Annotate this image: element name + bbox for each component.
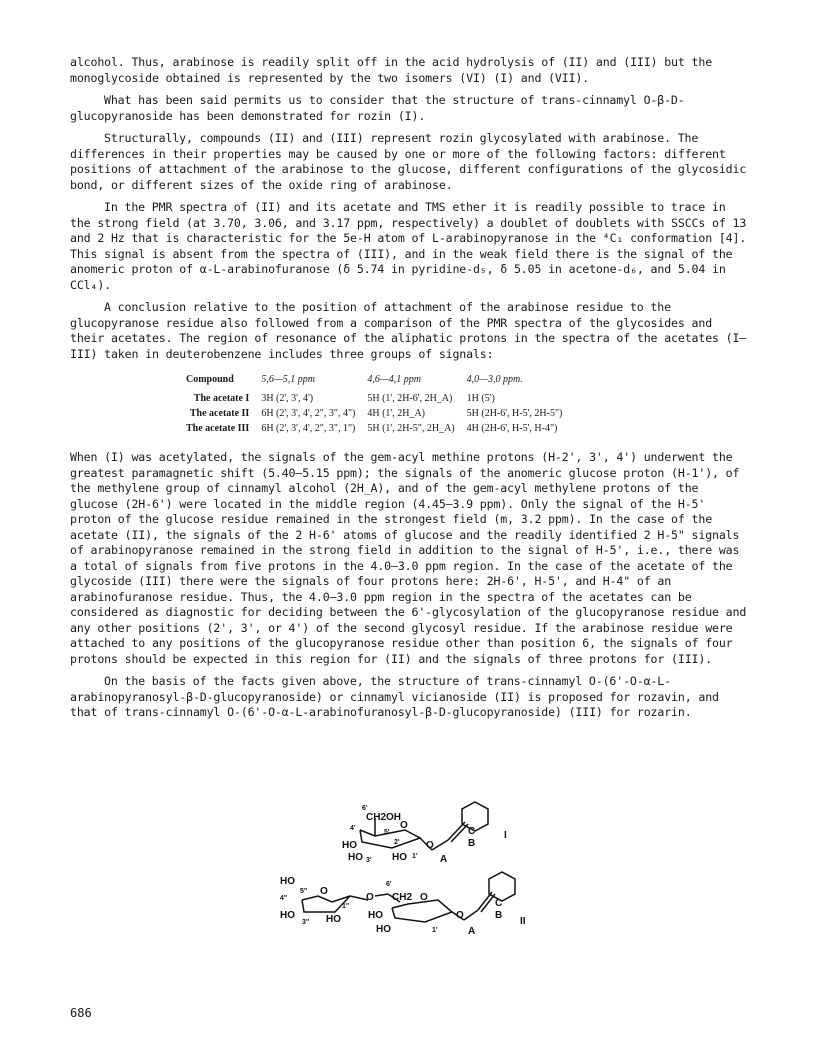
paragraph-7: On the basis of the facts given above, the structure of trans-cinnamyl O-(6'-O-α-L-arabinopyranosyl-β-D-glucopyranoside) or cinnamyl vicianoside (II) is proposed for rozavin, and that of trans-cinnamyl O-(6'-O-α-L-arabinofuranosyl-β-D-glucopyranoside) (III) for rozarin. <box>70 674 719 719</box>
atom-label: 1" <box>342 903 350 910</box>
atom-label: HO <box>342 840 357 851</box>
atom-label: 1' <box>412 853 418 860</box>
atom-label: HO <box>280 876 295 887</box>
atom-label: A <box>468 926 476 937</box>
atom-label: B <box>468 838 476 849</box>
table-cell: 5H (1', 2H-5", 2H_A) <box>367 423 455 434</box>
paragraph-2: What has been said permits us to consider that the structure of trans-cinnamyl O-β-D-glucopyranoside has been demonstrated for rozin (I). <box>70 93 685 123</box>
table-header-row <box>180 372 568 391</box>
atom-label: 4" <box>280 895 288 902</box>
atom-label: O <box>456 910 464 921</box>
structure-label-II: II <box>520 916 526 927</box>
atom-label: B <box>495 910 503 921</box>
table-cell: 3H (2', 3', 4') <box>261 393 314 404</box>
atom-label: 2' <box>394 839 400 846</box>
atom-label: O <box>420 892 428 903</box>
atom-label: 5' <box>384 829 390 836</box>
table-header: Compound <box>186 374 234 385</box>
atom-label: O <box>366 892 374 903</box>
atom-label: 6' <box>386 881 392 888</box>
table-cell: 4H (2H-6', H-5', H-4") <box>466 423 558 434</box>
table-header: 4,6—4,1 ppm <box>367 374 421 385</box>
table-row <box>180 421 568 436</box>
atom-label: CH2OH <box>366 812 402 823</box>
table-cell: 4H (1', 2H_A) <box>367 408 426 419</box>
atom-label: HO <box>368 910 383 921</box>
atom-label: HO <box>376 924 391 935</box>
paragraph-6: When (I) was acetylated, the signals of the gem-acyl methine protons (H-2', 3', 4') underwent the greatest paramagnetic shift (5.40—5.15 ppm); the signals of the anomeric glucose proton (H-1'), of the methylene group of cinnamyl alcohol (2H_A), and of the gem-acyl methylene protons of the glucose (2H-6') were located in the middle region (4.45—3.9 ppm). Only the signal of the H-5' proton of the glucose residue remained in the strongest field (m, 3.2 ppm). In the case of the acetate (II), the signals of the 2 H-6' atoms of glucose and the readily identified 2 H-5" signals of arabinopyranose remained in the strong field in addition to the signal of H-5', i.e., there was a total of signals from five protons in the 4.0—3.0 ppm region. In the case of the acetate of the glycoside (III) there were the signals of four protons here: 2H-6', H-5', and H-4" of an arabinofuranose residue. Thus, the 4.0—3.0 ppm region in the spectra of the acetates can be considered as diagnostic for deciding between the 6'-glycosylation of the glucopyranose residue and any other positions (2', 3', or 4') of the second glycosyl residue. If the arabinose residue were attached to any positions of the glucopyranose residue other than position 6, the signals of four protons should be expected in this region for (II) and the signals of three protons for (III). <box>70 450 747 666</box>
table-cell: The acetate II <box>189 408 250 419</box>
table-cell: The acetate III <box>186 423 250 434</box>
pmr-signal-table <box>180 372 568 436</box>
atom-label: O <box>426 840 434 851</box>
page-body <box>70 55 750 728</box>
atom-label: HO <box>348 852 363 863</box>
paragraph-5: A conclusion relative to the position of attachment of the arabinose residue to the glucopyranose residue also followed from a comparison of the PMR spectra of the glycosides and their acetates. The region of resonance of the aliphatic protons in the spectra of the acetates (I—III) taken in deuterobenzene includes three groups of signals: <box>70 300 747 361</box>
table-header: 5,6—5,1 ppm <box>261 374 315 385</box>
table-cell: 6H (2', 3', 4', 2", 3", 4") <box>261 408 356 419</box>
table-row <box>180 391 568 406</box>
atom-label: C <box>495 898 503 909</box>
page-number: 686 <box>70 1006 92 1020</box>
atom-label: CH2 <box>392 892 413 903</box>
atom-label: 3" <box>302 919 310 926</box>
atom-label: HO <box>326 914 341 925</box>
table-cell: 5H (2H-6', H-5', 2H-5") <box>466 408 563 419</box>
atom-label: 3' <box>366 857 372 864</box>
structure-label-I: I <box>504 830 507 841</box>
table-row <box>180 406 568 421</box>
table-cell: 6H (2', 3', 4', 2", 3", 1") <box>261 423 356 434</box>
atom-label: A <box>440 854 448 865</box>
atom-label: O <box>400 820 408 831</box>
paragraph-1: alcohol. Thus, arabinose is readily split off in the acid hydrolysis of (II) and (III) but the monoglycoside obtained is represented by the two isomers (VI) (I) and (VII). <box>70 55 713 85</box>
atom-label: 4' <box>350 825 356 832</box>
structure-drawing <box>280 800 580 965</box>
atom-label: C <box>468 826 476 837</box>
table-header: 4,0—3,0 ppm. <box>466 374 523 385</box>
atom-label: HO <box>392 852 407 863</box>
table-cell: 5H (1', 2H-6', 2H_A) <box>367 393 453 404</box>
table-cell: The acetate I <box>193 393 250 404</box>
table-cell: 1H (5') <box>466 393 495 404</box>
chemical-structures-figure <box>280 800 580 965</box>
atom-label: HO <box>280 910 295 921</box>
atom-label: 1' <box>432 927 438 934</box>
atom-label: 5" <box>300 888 308 895</box>
paragraph-3: Structurally, compounds (II) and (III) represent rozin glycosylated with arabinose. The differences in their properties may be caused by one or more of the following factors: different positions of attachment of the arabinose to the glucose, different configurations of the glycosidic bond, or different sizes of the oxide ring of arabinose. <box>70 131 747 192</box>
atom-label: O <box>320 886 328 897</box>
atom-label: 6' <box>362 805 368 812</box>
paragraph-4: In the PMR spectra of (II) and its acetate and TMS ether it is readily possible to trace in the strong field (at 3.70, 3.06, and 3.17 ppm, respectively) a doublet of doublets with SSCCs of 13 and 2 Hz that is characteristic for the 5e-H atom of L-arabinopyranose in the ⁴C₁ conformation [4]. This signal is absent from the spectra of (III), and in the weak field there is the signal of the anomeric proton of α-L-arabinofuranose (δ 5.74 in pyridine-d₅, δ 5.05 in acetone-d₆, and 5.04 in CCl₄). <box>70 200 747 292</box>
